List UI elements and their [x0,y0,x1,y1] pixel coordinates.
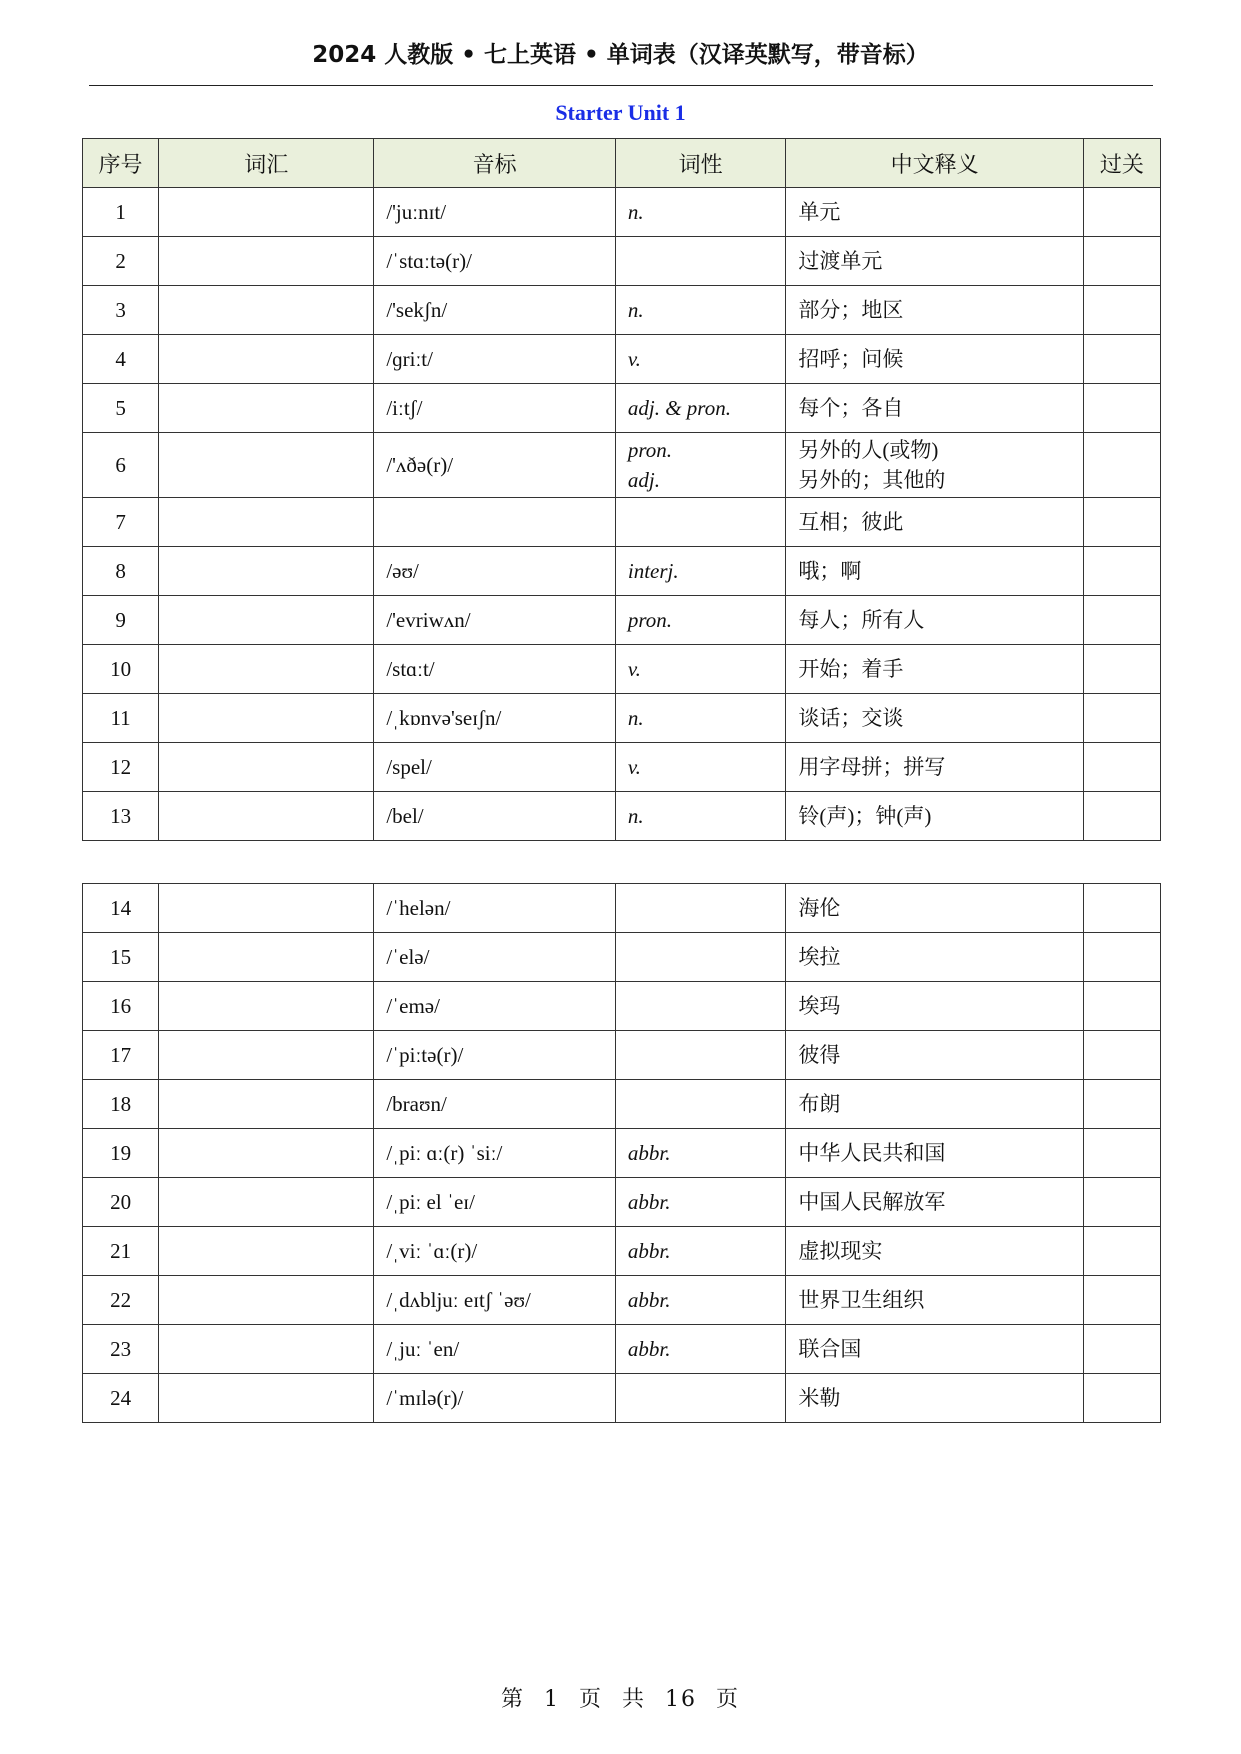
vocab-table-1 [82,138,1161,841]
vocab-table-2 [82,883,1161,1423]
row-number: 14 [83,884,159,933]
cell-line: 虚拟现实 [798,1239,883,1263]
word-answer-cell[interactable] [159,433,374,498]
row-number: 12 [83,743,159,792]
part-of-speech-cell [615,237,786,286]
pass-check-cell[interactable] [1083,335,1160,384]
phonetic-cell: /ˈmɪlə(r)/ [374,1374,616,1423]
word-answer-cell[interactable] [159,1374,374,1423]
pass-check-cell[interactable] [1083,1325,1160,1374]
phonetic-cell: /ˌjuː ˈen/ [374,1325,616,1374]
cell-line: pron. [627,438,673,462]
cell-line: 世界卫生组织 [798,1288,925,1312]
phonetic-cell: /ɡriːt/ [374,335,616,384]
chinese-meaning-cell [786,743,1083,792]
chinese-meaning-cell [786,384,1083,433]
table-row [83,884,1161,933]
table-row [83,335,1161,384]
pass-check-cell[interactable] [1083,1178,1160,1227]
phonetic-cell: /ˈemə/ [374,982,616,1031]
cell-line: interj. [627,559,679,583]
table-row [83,547,1161,596]
row-number: 24 [83,1374,159,1423]
part-of-speech-cell [615,335,786,384]
phonetic-cell: /ˌpiː ɑː(r) ˈsiː/ [374,1129,616,1178]
cell-line: 互相；彼此 [798,510,904,534]
word-answer-cell[interactable] [159,694,374,743]
phonetic-cell: /stɑːt/ [374,645,616,694]
pass-check-cell[interactable] [1083,694,1160,743]
cell-line: 联合国 [798,1337,862,1361]
chinese-meaning-cell [786,645,1083,694]
part-of-speech-cell [615,1080,786,1129]
part-of-speech-cell [615,1276,786,1325]
col-header-chinese-meaning: 中文释义 [786,139,1083,188]
word-answer-cell[interactable] [159,237,374,286]
pass-check-cell[interactable] [1083,188,1160,237]
cell-line: adj. [627,468,660,492]
cell-line: 另外的；其他的 [798,468,946,492]
chinese-meaning-cell [786,596,1083,645]
cell-line: abbr. [627,1288,671,1312]
row-number: 3 [83,286,159,335]
table-row [83,1227,1161,1276]
page-footer: 第 1 页 共 16 页 [501,1687,740,1712]
col-header-pass: 过关 [1083,139,1160,188]
table-row [83,792,1161,841]
word-answer-cell[interactable] [159,498,374,547]
row-number: 20 [83,1178,159,1227]
cell-line: 每人；所有人 [798,608,925,632]
pass-check-cell[interactable] [1083,498,1160,547]
part-of-speech-cell [615,884,786,933]
pass-check-cell[interactable] [1083,1031,1160,1080]
row-number: 19 [83,1129,159,1178]
word-answer-cell[interactable] [159,1178,374,1227]
phonetic-cell: /'sekʃn/ [374,286,616,335]
table-row [83,933,1161,982]
row-number: 7 [83,498,159,547]
table-row [83,694,1161,743]
pass-check-cell[interactable] [1083,286,1160,335]
part-of-speech-cell [615,645,786,694]
table-row [83,1178,1161,1227]
pass-check-cell[interactable] [1083,743,1160,792]
word-answer-cell[interactable] [159,547,374,596]
pass-check-cell[interactable] [1083,1227,1160,1276]
chinese-meaning-cell [786,933,1083,982]
cell-line: 哦；啊 [798,559,862,583]
phonetic-cell: /'juːnɪt/ [374,188,616,237]
pass-check-cell[interactable] [1083,982,1160,1031]
table-row [83,498,1161,547]
part-of-speech-cell [615,547,786,596]
word-answer-cell[interactable] [159,743,374,792]
part-of-speech-cell [615,1178,786,1227]
word-answer-cell[interactable] [159,1129,374,1178]
header-divider [89,85,1153,86]
row-number: 18 [83,1080,159,1129]
word-answer-cell[interactable] [159,933,374,982]
chinese-meaning-cell [786,433,1083,498]
phonetic-cell: /bel/ [374,792,616,841]
pass-check-cell[interactable] [1083,596,1160,645]
col-header-word: 词汇 [159,139,374,188]
part-of-speech-cell [615,498,786,547]
part-of-speech-cell [615,1129,786,1178]
phonetic-cell: /spel/ [374,743,616,792]
chinese-meaning-cell [786,1276,1083,1325]
table-row [83,237,1161,286]
row-number: 10 [83,645,159,694]
row-number: 5 [83,384,159,433]
part-of-speech-cell [615,694,786,743]
row-number: 1 [83,188,159,237]
cell-line: n. [627,200,644,224]
cell-line: v. [627,347,641,371]
phonetic-cell: /ˌpiː el ˈeɪ/ [374,1178,616,1227]
table-row [83,1325,1161,1374]
cell-line: 埃玛 [798,994,841,1018]
row-number: 21 [83,1227,159,1276]
table-row [83,645,1161,694]
pass-check-cell[interactable] [1083,1129,1160,1178]
part-of-speech-cell [615,286,786,335]
cell-line: 铃(声)；钟(声) [798,804,932,828]
word-answer-cell[interactable] [159,286,374,335]
pass-check-cell[interactable] [1083,433,1160,498]
cell-line: 中华人民共和国 [798,1141,946,1165]
row-number: 17 [83,1031,159,1080]
chinese-meaning-cell [786,1031,1083,1080]
cell-line: 每个；各自 [798,396,904,420]
chinese-meaning-cell [786,188,1083,237]
cell-line: v. [627,755,641,779]
part-of-speech-cell [615,188,786,237]
row-number: 22 [83,1276,159,1325]
phonetic-cell: /ˈhelən/ [374,884,616,933]
cell-line: 招呼；问候 [798,347,904,371]
word-answer-cell[interactable] [159,982,374,1031]
word-answer-cell[interactable] [159,1031,374,1080]
cell-line: abbr. [627,1190,671,1214]
pass-check-cell[interactable] [1083,792,1160,841]
pass-check-cell[interactable] [1083,1374,1160,1423]
row-number: 9 [83,596,159,645]
phonetic-cell: /'evriwʌn/ [374,596,616,645]
cell-line: adj. & pron. [627,396,731,420]
part-of-speech-cell [615,982,786,1031]
row-number: 16 [83,982,159,1031]
cell-line: v. [627,657,641,681]
phonetic-cell: /'ʌðə(r)/ [374,433,616,498]
pass-check-cell[interactable] [1083,884,1160,933]
phonetic-cell: /ˌdʌbljuː eɪtʃ ˈəʊ/ [374,1276,616,1325]
word-answer-cell[interactable] [159,1080,374,1129]
part-of-speech-cell [615,384,786,433]
table-row [83,1374,1161,1423]
col-header-part-of-speech: 词性 [615,139,786,188]
cell-line: 单元 [798,200,841,224]
table-row [83,1080,1161,1129]
pass-check-cell[interactable] [1083,237,1160,286]
phonetic-cell: /ˌkɒnvə'seɪʃn/ [374,694,616,743]
word-answer-cell[interactable] [159,1325,374,1374]
table-row [83,286,1161,335]
cell-line: 彼得 [798,1043,841,1067]
chinese-meaning-cell [786,792,1083,841]
cell-line: abbr. [627,1337,671,1361]
phonetic-cell: /iːtʃ/ [374,384,616,433]
phonetic-cell: /ˌviː ˈɑː(r)/ [374,1227,616,1276]
part-of-speech-cell [615,596,786,645]
cell-line: 埃拉 [798,945,841,969]
phonetic-cell: /ˈpiːtə(r)/ [374,1031,616,1080]
cell-line: n. [627,804,644,828]
cell-line: 另外的人(或物) [798,438,939,462]
word-answer-cell[interactable] [159,384,374,433]
chinese-meaning-cell [786,694,1083,743]
unit-title: Starter Unit 1 [555,100,686,125]
chinese-meaning-cell [786,547,1083,596]
table-row [83,1129,1161,1178]
table-row [83,1276,1161,1325]
cell-line: n. [627,298,644,322]
row-number: 8 [83,547,159,596]
word-answer-cell[interactable] [159,1227,374,1276]
row-number: 6 [83,433,159,498]
part-of-speech-cell [615,792,786,841]
word-answer-cell[interactable] [159,884,374,933]
table-header-row [83,139,1161,188]
row-number: 2 [83,237,159,286]
table-row [83,743,1161,792]
cell-line: 用字母拼；拼写 [798,755,946,779]
part-of-speech-cell [615,1374,786,1423]
part-of-speech-cell [615,1227,786,1276]
chinese-meaning-cell [786,1374,1083,1423]
phonetic-cell: /ˈelə/ [374,933,616,982]
row-number: 15 [83,933,159,982]
chinese-meaning-cell [786,884,1083,933]
cell-line: 开始；着手 [798,657,904,681]
pass-check-cell[interactable] [1083,1276,1160,1325]
cell-line: abbr. [627,1141,671,1165]
chinese-meaning-cell [786,1178,1083,1227]
table-row [83,384,1161,433]
table-row [83,433,1161,498]
phonetic-cell: /braʊn/ [374,1080,616,1129]
phonetic-cell [374,498,616,547]
cell-line: abbr. [627,1239,671,1263]
chinese-meaning-cell [786,286,1083,335]
document-title: 2024 人教版 • 七上英语 • 单词表（汉译英默写，带音标） [312,42,929,68]
word-answer-cell[interactable] [159,335,374,384]
part-of-speech-cell [615,743,786,792]
word-answer-cell[interactable] [159,792,374,841]
cell-line: n. [627,706,644,730]
cell-line: 中国人民解放军 [798,1190,946,1214]
cell-line: 米勒 [798,1386,841,1410]
cell-line: 谈话；交谈 [798,706,904,730]
chinese-meaning-cell [786,1080,1083,1129]
col-header-phonetic: 音标 [374,139,616,188]
cell-line: 海伦 [798,896,841,920]
chinese-meaning-cell [786,1325,1083,1374]
chinese-meaning-cell [786,498,1083,547]
table-row [83,982,1161,1031]
pass-check-cell[interactable] [1083,1080,1160,1129]
phonetic-cell: /ˈstɑːtə(r)/ [374,237,616,286]
table-row [83,1031,1161,1080]
row-number: 13 [83,792,159,841]
pass-check-cell[interactable] [1083,384,1160,433]
row-number: 11 [83,694,159,743]
table-row [83,188,1161,237]
row-number: 23 [83,1325,159,1374]
chinese-meaning-cell [786,237,1083,286]
cell-line: 布朗 [798,1092,841,1116]
chinese-meaning-cell [786,1129,1083,1178]
chinese-meaning-cell [786,335,1083,384]
phonetic-cell: /əʊ/ [374,547,616,596]
pass-check-cell[interactable] [1083,547,1160,596]
chinese-meaning-cell [786,982,1083,1031]
word-answer-cell[interactable] [159,1276,374,1325]
part-of-speech-cell [615,933,786,982]
pass-check-cell[interactable] [1083,933,1160,982]
cell-line: 过渡单元 [798,249,883,273]
word-answer-cell[interactable] [159,596,374,645]
cell-line: 部分；地区 [798,298,904,322]
table-row [83,596,1161,645]
word-answer-cell[interactable] [159,188,374,237]
word-answer-cell[interactable] [159,645,374,694]
part-of-speech-cell [615,1325,786,1374]
cell-line: pron. [627,608,673,632]
part-of-speech-cell [615,433,786,498]
col-header-number: 序号 [83,139,159,188]
chinese-meaning-cell [786,1227,1083,1276]
row-number: 4 [83,335,159,384]
pass-check-cell[interactable] [1083,645,1160,694]
part-of-speech-cell [615,1031,786,1080]
